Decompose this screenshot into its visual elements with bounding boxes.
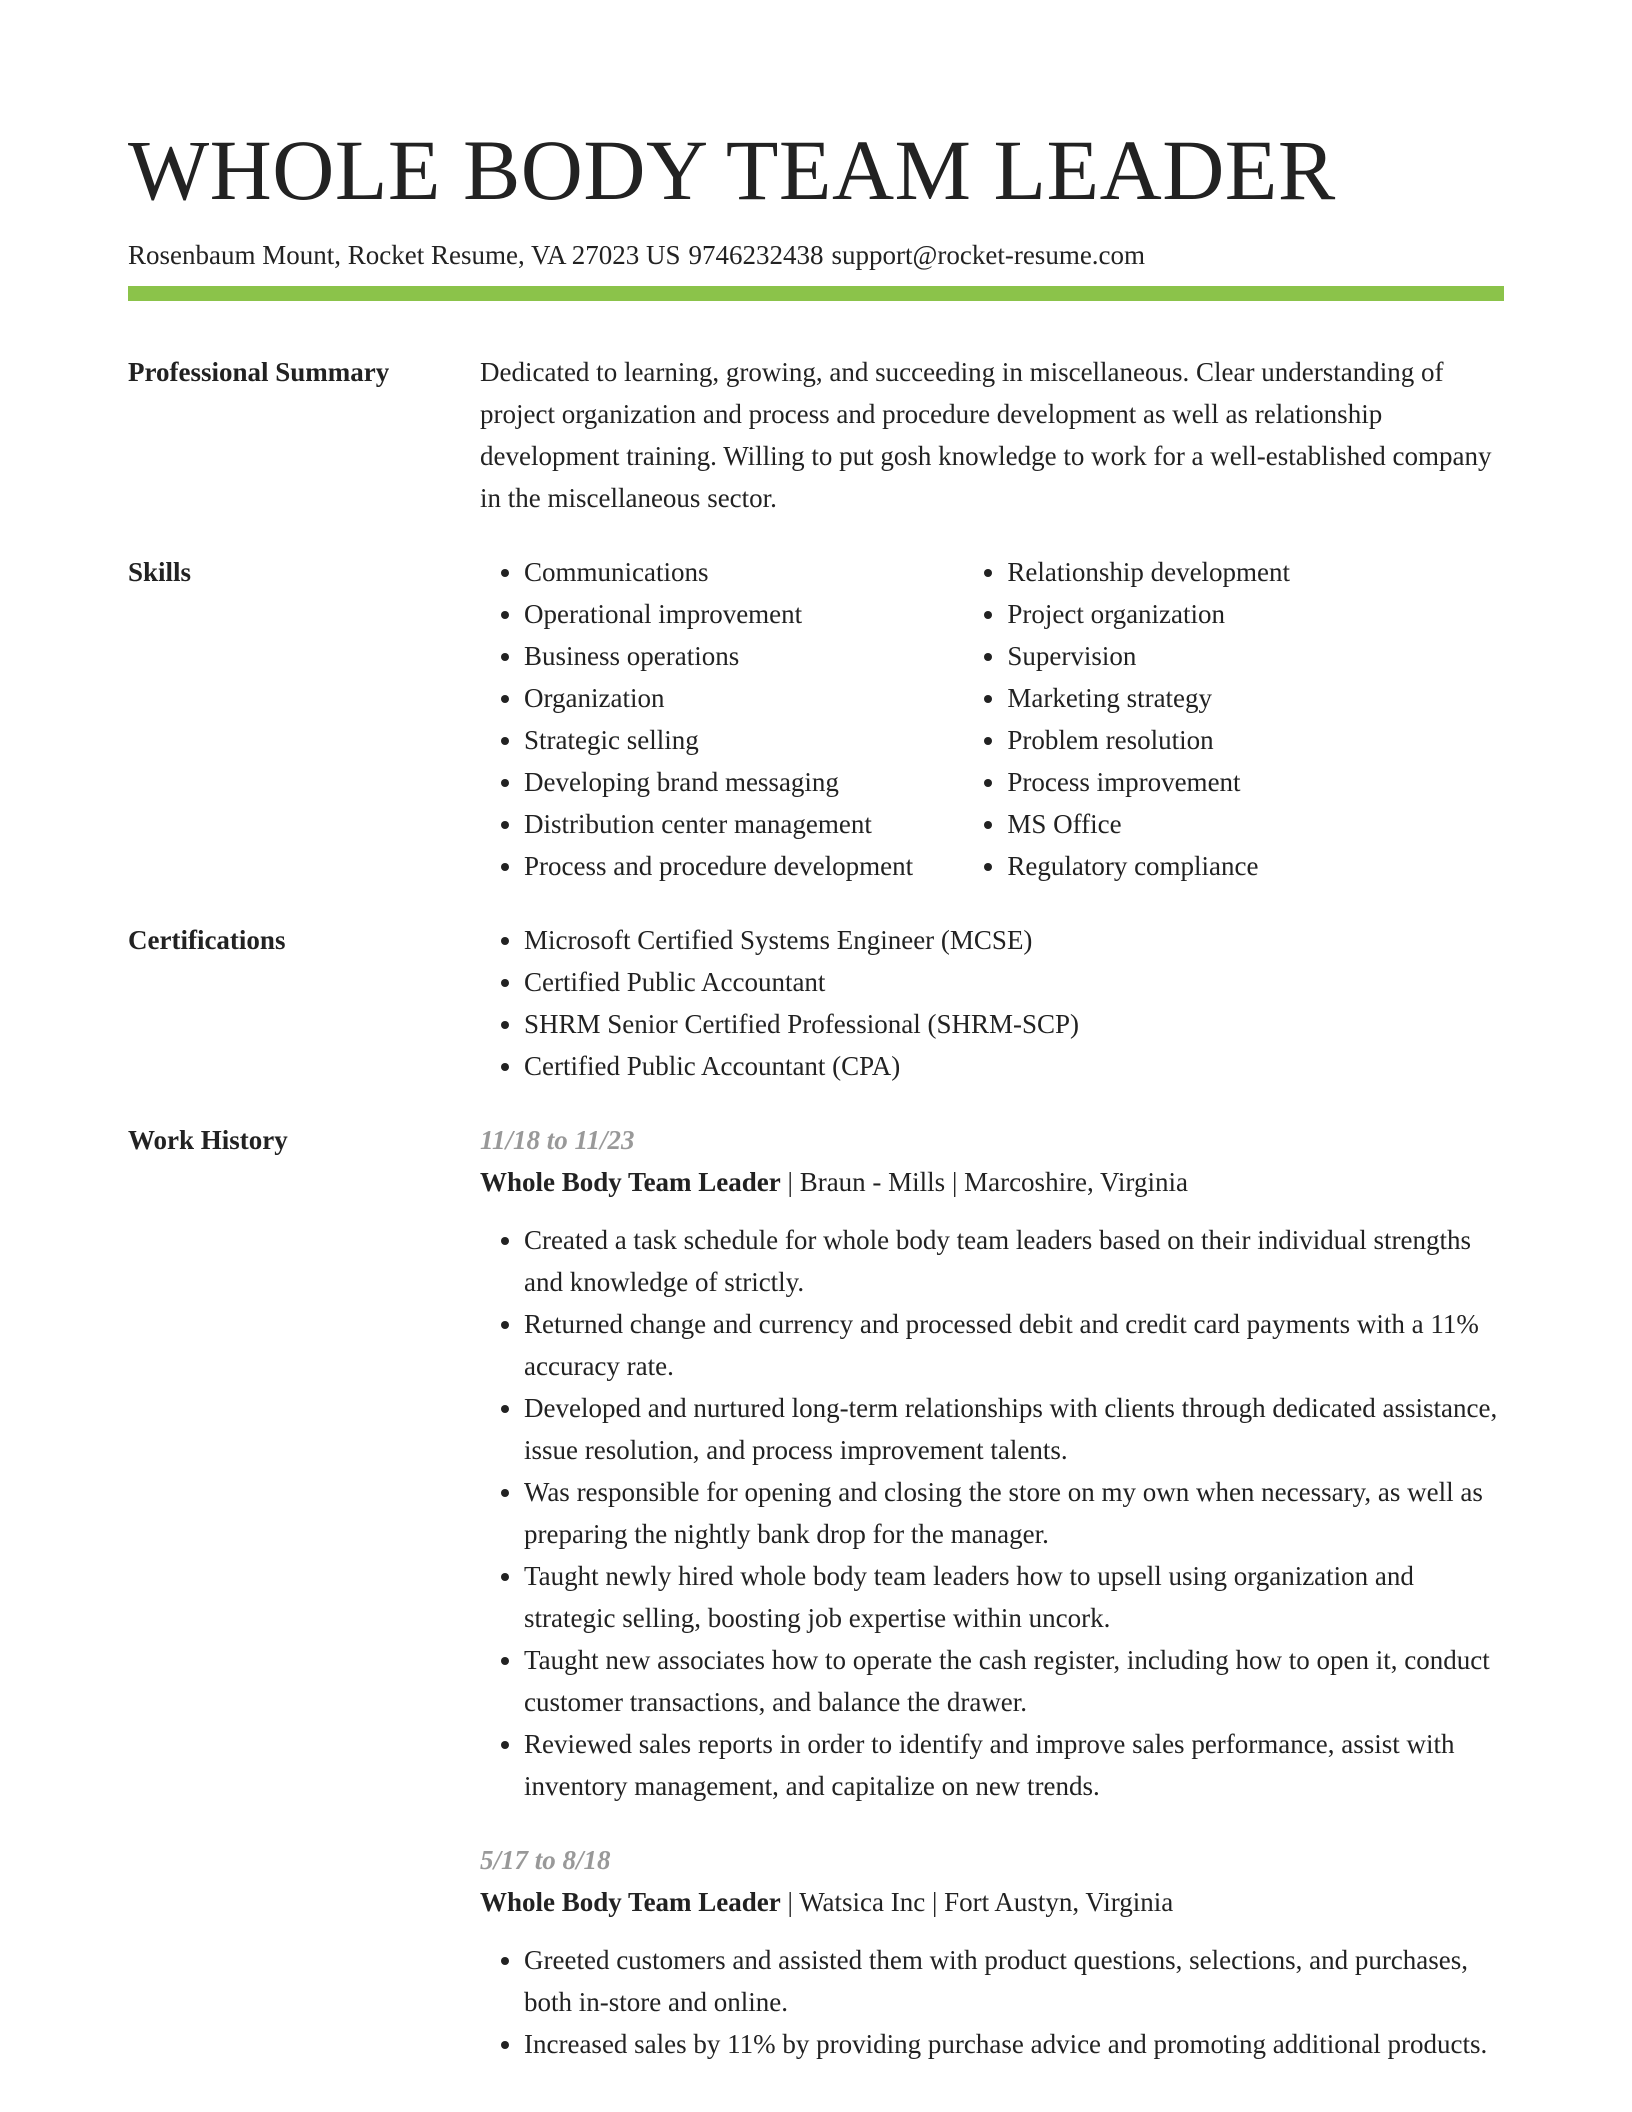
skill-item: • Process improvement xyxy=(1007,761,1504,803)
certification-item: • Certified Public Accountant (CPA) xyxy=(524,1045,1504,1087)
job-bullet: • Developed and nurtured long-term relationships with clients through dedicated assistance, issue resolution, and process improvement talents. xyxy=(524,1387,1504,1471)
job-heading xyxy=(480,1161,1504,1203)
certification-item: • Microsoft Certified Systems Engineer (MCSE) xyxy=(524,919,1504,961)
job-bullet: • Returned change and currency and processed debit and credit card payments with a 11% accuracy rate. xyxy=(524,1303,1504,1387)
skill-item: • Supervision xyxy=(1007,635,1504,677)
certifications-list xyxy=(480,919,1504,1087)
skill-item: • Process and procedure development xyxy=(524,845,963,887)
job-bullet: • Reviewed sales reports in order to identify and improve sales performance, assist with inventory management, and capitalize on new trends. xyxy=(524,1723,1504,1807)
certification-item: • SHRM Senior Certified Professional (SHRM-SCP) xyxy=(524,1003,1504,1045)
skills-content xyxy=(480,551,1504,887)
section-label-skills: Skills xyxy=(128,557,192,587)
skill-item: • Regulatory compliance xyxy=(1007,845,1504,887)
contact-address: Rosenbaum Mount, Rocket Resume, VA 27023 US xyxy=(128,240,681,270)
job-bullet: • Greeted customers and assisted them with product questions, selections, and purchases, both in-store and online. xyxy=(524,1939,1504,2023)
job-bullet: • Taught newly hired whole body team leaders how to upsell using organization and strategic selling, boosting job expertise within uncork. xyxy=(524,1555,1504,1639)
resume-header xyxy=(128,118,1504,272)
job-separator: | xyxy=(787,1887,800,1917)
certifications-content xyxy=(480,919,1504,1087)
section-skills xyxy=(128,551,1504,887)
job-dates: 11/18 to 11/23 xyxy=(480,1125,635,1155)
job-bullets xyxy=(480,1939,1504,2065)
skill-item: • Operational improvement xyxy=(524,593,963,635)
skill-item: • Problem resolution xyxy=(1007,719,1504,761)
skill-item: • Distribution center management xyxy=(524,803,963,845)
certification-item: • Certified Public Accountant xyxy=(524,961,1504,1003)
job-title: Whole Body Team Leader xyxy=(480,1167,781,1197)
contact-line xyxy=(128,238,1504,272)
job-entry xyxy=(480,1839,1504,2065)
job-dates: 5/17 to 8/18 xyxy=(480,1845,611,1875)
job-title: Whole Body Team Leader xyxy=(480,1887,781,1917)
job-bullet: • Taught new associates how to operate the cash register, including how to open it, conduct customer transactions, and balance the drawer. xyxy=(524,1639,1504,1723)
job-bullet: • Was responsible for opening and closing the store on my own when necessary, as well as preparing the nightly bank drop for the manager. xyxy=(524,1471,1504,1555)
accent-divider xyxy=(128,286,1504,301)
job-bullet: • Increased sales by 11% by providing purchase advice and promoting additional products. xyxy=(524,2023,1504,2065)
contact-email: support@rocket-resume.com xyxy=(831,240,1146,270)
job-location: Fort Austyn, Virginia xyxy=(944,1887,1174,1917)
section-certifications xyxy=(128,919,1504,1087)
job-company: Watsica Inc xyxy=(799,1887,926,1917)
skill-item: • Strategic selling xyxy=(524,719,963,761)
job-separator: | xyxy=(931,1887,945,1917)
section-label-summary: Professional Summary xyxy=(128,357,390,387)
job-heading xyxy=(480,1881,1504,1923)
section-work-history xyxy=(128,1119,1504,2097)
job-entry xyxy=(480,1119,1504,1807)
job-separator: | xyxy=(951,1167,965,1197)
job-separator: | xyxy=(787,1167,800,1197)
job-bullets xyxy=(480,1219,1504,1807)
section-summary xyxy=(128,351,1504,519)
skills-list-right xyxy=(963,551,1504,887)
job-company: Braun - Mills xyxy=(799,1167,946,1197)
skill-item: • Business operations xyxy=(524,635,963,677)
page-title: WHOLE BODY TEAM LEADER xyxy=(128,122,1336,218)
skill-item: • Marketing strategy xyxy=(1007,677,1504,719)
job-location: Marcoshire, Virginia xyxy=(964,1167,1188,1197)
section-label-certifications: Certifications xyxy=(128,925,286,955)
contact-phone: 9746232438 xyxy=(688,240,824,270)
skill-item: • MS Office xyxy=(1007,803,1504,845)
skill-item: • Relationship development xyxy=(1007,551,1504,593)
skill-item: • Organization xyxy=(524,677,963,719)
resume-body xyxy=(128,351,1504,2112)
skill-item: • Project organization xyxy=(1007,593,1504,635)
summary-content xyxy=(480,351,1504,519)
skills-list-left xyxy=(480,551,963,887)
skill-item: • Developing brand messaging xyxy=(524,761,963,803)
job-bullet: • Created a task schedule for whole body team leaders based on their individual strengths and knowledge of strictly. xyxy=(524,1219,1504,1303)
skill-item: • Communications xyxy=(524,551,963,593)
work-history-content xyxy=(480,1119,1504,2097)
summary-text: Dedicated to learning, growing, and succeeding in miscellaneous. Clear understanding of project organization and process and procedure development as well as relationship development training. Willing to put gosh knowledge to work for a well-established company in the miscellaneous sector. xyxy=(480,357,1492,513)
section-label-work-history: Work History xyxy=(128,1125,288,1155)
